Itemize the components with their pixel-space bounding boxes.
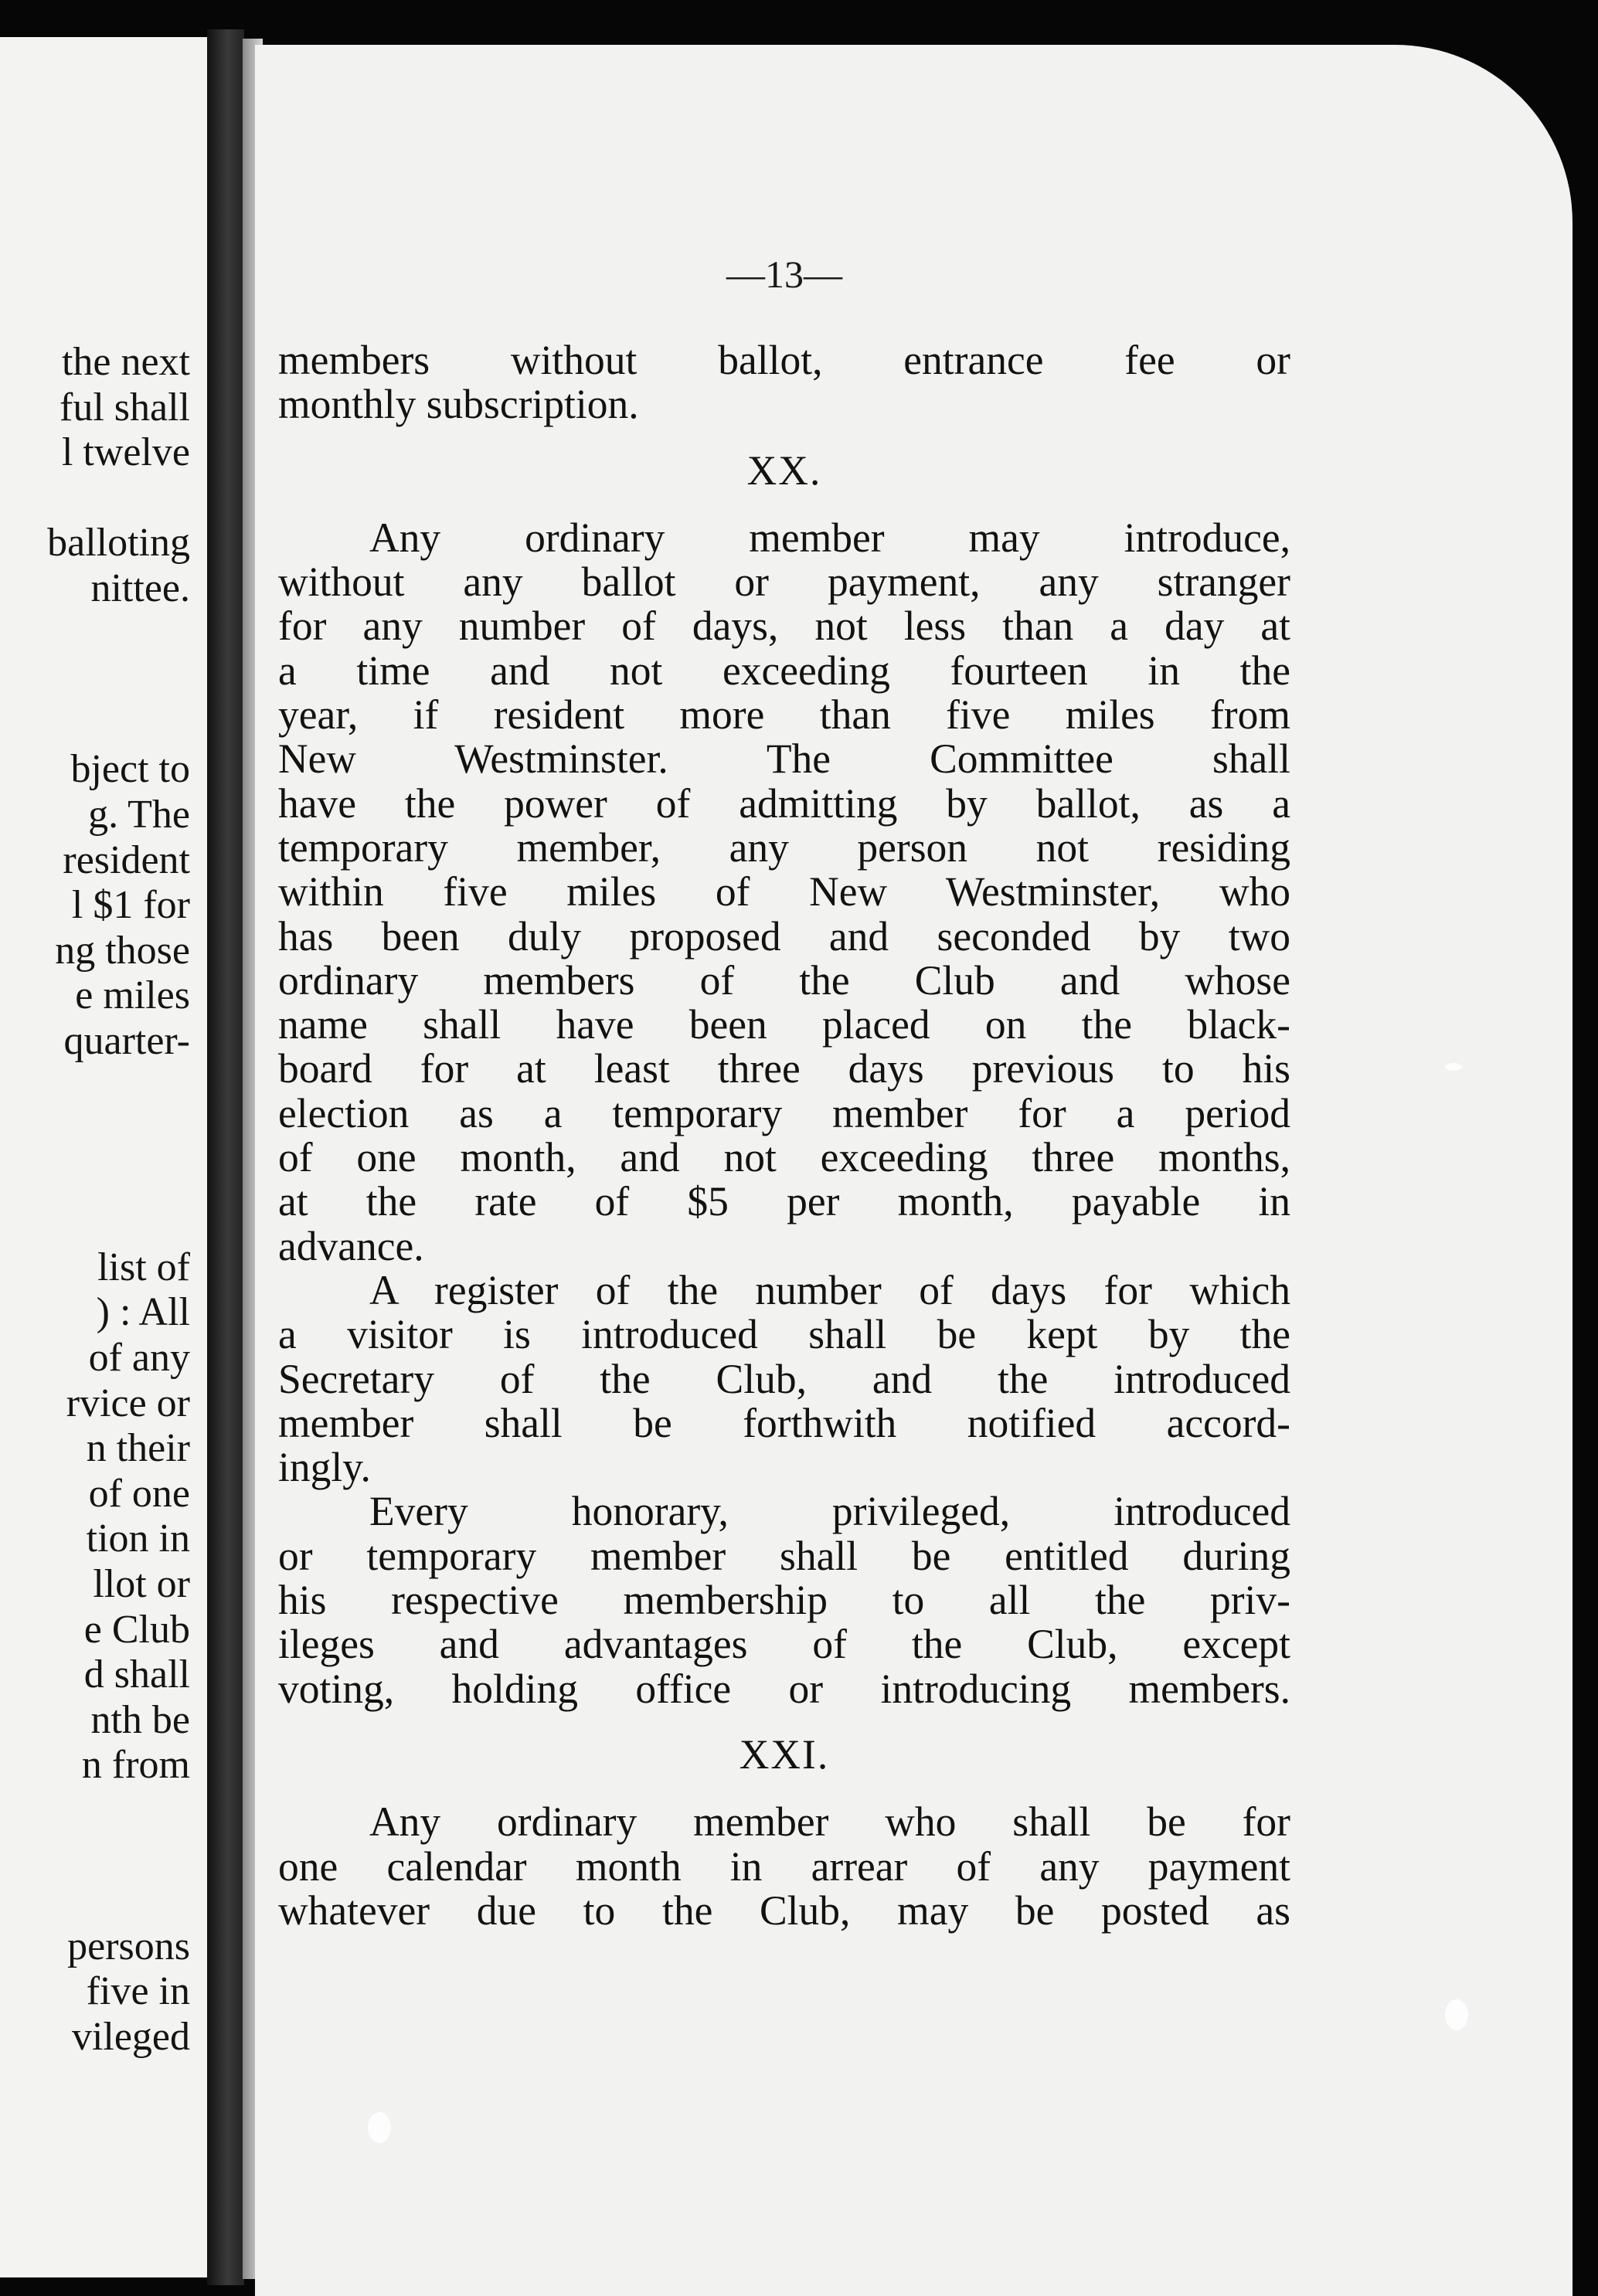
left-page-line: ful shall [60,385,190,430]
page-body-text [278,338,1290,1933]
text-line: advance. [278,1222,424,1269]
left-page-line [0,476,190,521]
section-xx-paragraph-3 [278,1489,1290,1710]
text-line: ingly. [278,1444,371,1491]
text-line: ordinary members of the Club and whose [278,956,1290,1004]
left-page-line: nth be [90,1697,190,1742]
text-line: within five miles of New Westminster, who [278,868,1290,915]
scan-speck [368,2112,391,2143]
text-line: name shall have been placed on the black- [278,1001,1290,1048]
text-line: one calendar month in arrear of any payment [278,1843,1290,1890]
left-page-text [0,340,190,2060]
left-page-line: five in [86,1969,190,2014]
text-line: whatever due to the Club, may be posted as [278,1887,1290,1934]
text-line: ileges and advantages of the Club, except [278,1621,1290,1668]
left-page-line: nittee. [90,566,190,610]
left-page-line [0,657,190,702]
left-page-line [0,612,190,657]
left-page-line [0,1879,190,1924]
text-line: election as a temporary member for a period [278,1089,1290,1136]
section-heading-xx: XX. [746,447,822,494]
text-line: temporary member, any person not residing [278,824,1290,871]
left-page-line: the next [61,340,190,384]
left-page-line: ) : All [96,1290,190,1335]
left-page-line: tion in [86,1517,190,1561]
left-page-line: llot or [93,1562,190,1607]
scan-speck [1445,1063,1462,1071]
left-page-line: e miles [75,973,190,1018]
left-page-line [0,1065,190,1110]
text-line: of one month, and not exceeding three months, [278,1134,1290,1181]
left-page-line [0,1834,190,1880]
left-page-line: persons [67,1924,190,1968]
text-line: Any ordinary member who shall be for [369,1798,1290,1846]
continued-paragraph [278,338,1290,427]
left-page-line: of one [88,1471,190,1516]
text-line: voting, holding office or introducing members. [278,1665,1290,1712]
text-line: Every honorary, privileged, introduced [369,1488,1290,1535]
section-heading-xxi: XXI. [739,1730,830,1778]
left-page-line: n from [81,1743,190,1788]
left-page-line [0,1155,190,1201]
left-page-line: ng those [55,928,190,973]
scan-speck [1445,1999,1468,2030]
text-line: New Westminster. The Committee shall [278,735,1290,783]
text-line: or temporary member shall be entitled during [278,1532,1290,1579]
book-binding-gutter [207,29,244,2285]
text-line: his respective membership to all the priv- [278,1577,1290,1624]
text-line: board for at least three days previous to his [278,1045,1290,1092]
left-page-line [0,1109,190,1155]
left-page-line: vileged [71,2014,190,2059]
left-page-line: rvice or [66,1381,190,1425]
left-page-line: balloting [47,521,190,566]
text-line: for any number of days, not less than a day at [278,603,1290,650]
text-line: Any ordinary member may introduce, [369,514,1290,561]
page-number: —13— [726,253,842,296]
text-line: without any ballot or payment, any stranger [278,559,1290,606]
section-xx-paragraph-1 [278,516,1290,1269]
left-page-line: of any [88,1336,190,1381]
text-line: has been duly proposed and seconded by two [278,912,1290,959]
left-page-line: n their [86,1426,190,1471]
text-line: members without ballot, entrance fee or [278,337,1290,383]
text-line: a time and not exceeding fourteen in the [278,647,1290,694]
left-page-line: bject to [70,747,190,792]
left-page-line [0,702,190,748]
section-xx-paragraph-2 [278,1266,1290,1491]
text-line: A register of the number of days for which [369,1266,1290,1313]
text-line: Secretary of the Club, and the introduced [278,1355,1290,1402]
text-line: member shall be forthwith notified accord- [278,1399,1290,1446]
text-line: monthly subscription. [278,381,639,428]
left-page-line: d shall [83,1652,190,1697]
left-page-line: e Club [83,1607,190,1652]
left-page-line: g. The [88,792,190,837]
left-page-line: l $1 for [71,883,190,928]
section-xxi-paragraph-1 [278,1800,1290,1933]
text-line: a visitor is introduced shall be kept by the [278,1311,1290,1358]
left-page-line [0,1200,190,1245]
text-line: at the rate of $5 per month, payable in [278,1178,1290,1225]
left-page-line [0,1788,190,1834]
left-page-line: quarter- [63,1018,190,1063]
left-facing-page [0,37,232,2277]
left-page-line: l twelve [61,430,190,475]
text-line: have the power of admitting by ballot, as a [278,779,1290,827]
left-page-line: resident [63,837,190,882]
left-page-line: list of [97,1245,190,1289]
text-line: year, if resident more than five miles from [278,691,1290,739]
